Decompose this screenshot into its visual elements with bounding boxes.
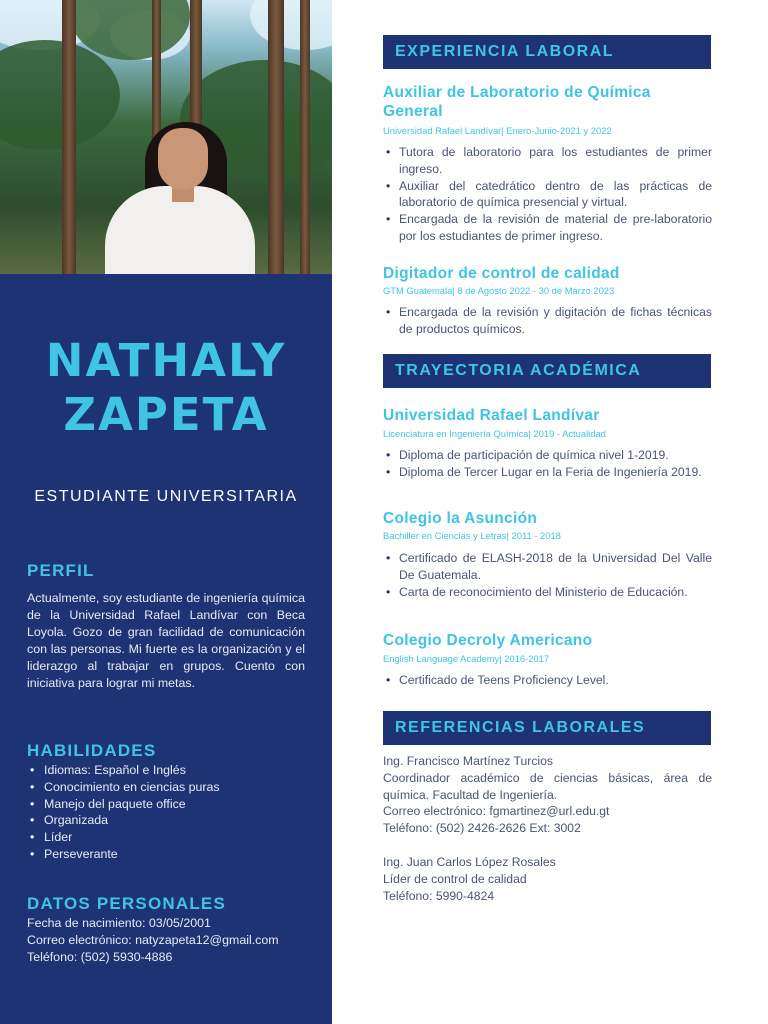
reference-position: Líder de control de calidad	[383, 871, 527, 886]
school-bullets	[383, 550, 712, 600]
candidate-name	[0, 334, 332, 442]
list-item: • Tutora de laboratorio para los estudiantes de primer ingreso.	[383, 144, 712, 178]
reference-email: Correo electrónico: fgmartinez@url.edu.gt	[383, 804, 610, 819]
list-item: • Encargada de la revisión y digitación de fichas técnicas de productos químicos.	[383, 304, 712, 338]
referencias-heading: REFERENCIAS LABORALES	[383, 711, 711, 745]
perfil-text: Actualmente, soy estudiante de ingeniería química de la Universidad Rafael Landívar con Beca Loyola. Gozo de gran facilidad de comunicación con las personas. Mi fuerte es la organización y el liderazgo al trabajar en grupos. Cuento con iniciativa para lograr mi metas.	[27, 591, 305, 690]
school-title: Colegio la Asunción	[383, 510, 538, 527]
personal-email: Correo electrónico: natyzapeta12@gmail.com	[27, 932, 279, 947]
profile-photo	[0, 0, 332, 274]
left-sidebar	[0, 0, 332, 1024]
list-item: • Líder	[27, 829, 307, 846]
perfil-heading: PERFIL	[27, 561, 95, 580]
list-item: • Certificado de ELASH-2018 de la Universidad Del Valle De Guatemala.	[383, 550, 712, 584]
candidate-role: ESTUDIANTE UNIVERSITARIA	[34, 488, 298, 505]
reference-1	[383, 753, 712, 837]
list-item: • Certificado de Teens Proficiency Level.	[383, 672, 712, 689]
birth-date: Fecha de nacimiento: 03/05/2001	[27, 916, 211, 930]
name-first: NATHALY	[45, 334, 287, 387]
datos-heading: DATOS PERSONALES	[27, 894, 226, 913]
experiencia-heading: EXPERIENCIA LABORAL	[383, 35, 711, 69]
reference-name: Ing. Francisco Martínez Turcios	[383, 754, 554, 768]
reference-name: Ing. Juan Carlos López Rosales	[383, 855, 556, 869]
reference-position: Coordinador académico de ciencias básicas, área de química. Facultad de Ingeniería.	[383, 770, 712, 802]
job-subtitle: Universidad Rafael Landívar| Enero-Junio-2021 y 2022	[383, 125, 612, 136]
list-item: • Carta de reconocimiento del Ministerio de Educación.	[383, 584, 712, 601]
list-item: • Auxiliar del catedrático dentro de las prácticas de laboratorio de química presencial y virtual.	[383, 178, 712, 212]
list-item: • Diploma de participación de química nivel 1-2019.	[383, 447, 712, 464]
job-bullets	[383, 144, 712, 245]
habilidades-list	[27, 762, 307, 863]
name-last: ZAPETA	[63, 388, 269, 441]
habilidades-heading: HABILIDADES	[27, 741, 157, 760]
job-bullets	[383, 304, 712, 338]
reference-phone: Teléfono: (502) 2426-2626 Ext: 3002	[383, 821, 581, 836]
list-item: • Diploma de Tercer Lugar en la Feria de Ingeniería 2019.	[383, 464, 712, 481]
reference-2	[383, 854, 712, 904]
school-bullets	[383, 672, 712, 689]
list-item: • Idiomas: Español e Inglés	[27, 762, 307, 779]
school-subtitle: Licenciatura en Ingeniería Química| 2019 - Actualidad	[383, 428, 606, 439]
list-item: • Manejo del paquete office	[27, 796, 307, 813]
job-title: Digitador de control de calidad	[383, 265, 620, 282]
job-title: Auxiliar de Laboratorio de Química General	[383, 84, 651, 120]
list-item: • Conocimiento en ciencias puras	[27, 779, 307, 796]
school-subtitle: Bachiller en Ciencias y Letras| 2011 - 2018	[383, 530, 561, 541]
list-item: • Organizada	[27, 812, 307, 829]
job-subtitle: GTM Guatemala| 8 de Agosto 2022 - 30 de Marzo 2023	[383, 285, 615, 296]
school-title: Universidad Rafael Landívar	[383, 407, 600, 424]
reference-phone: Teléfono: 5990-4824	[383, 888, 495, 903]
school-bullets	[383, 447, 712, 481]
personal-phone: Teléfono: (502) 5930-4886	[27, 949, 173, 964]
list-item: • Encargada de la revisión de material de pre-laboratorio por los estudiantes de primer ingreso.	[383, 211, 712, 245]
school-title: Colegio Decroly Americano	[383, 632, 593, 649]
list-item: • Perseverante	[27, 846, 307, 863]
school-subtitle: English Language Academy| 2016-2017	[383, 653, 550, 664]
datos-list	[27, 915, 327, 966]
trayectoria-heading: TRAYECTORIA ACADÉMICA	[383, 354, 711, 388]
